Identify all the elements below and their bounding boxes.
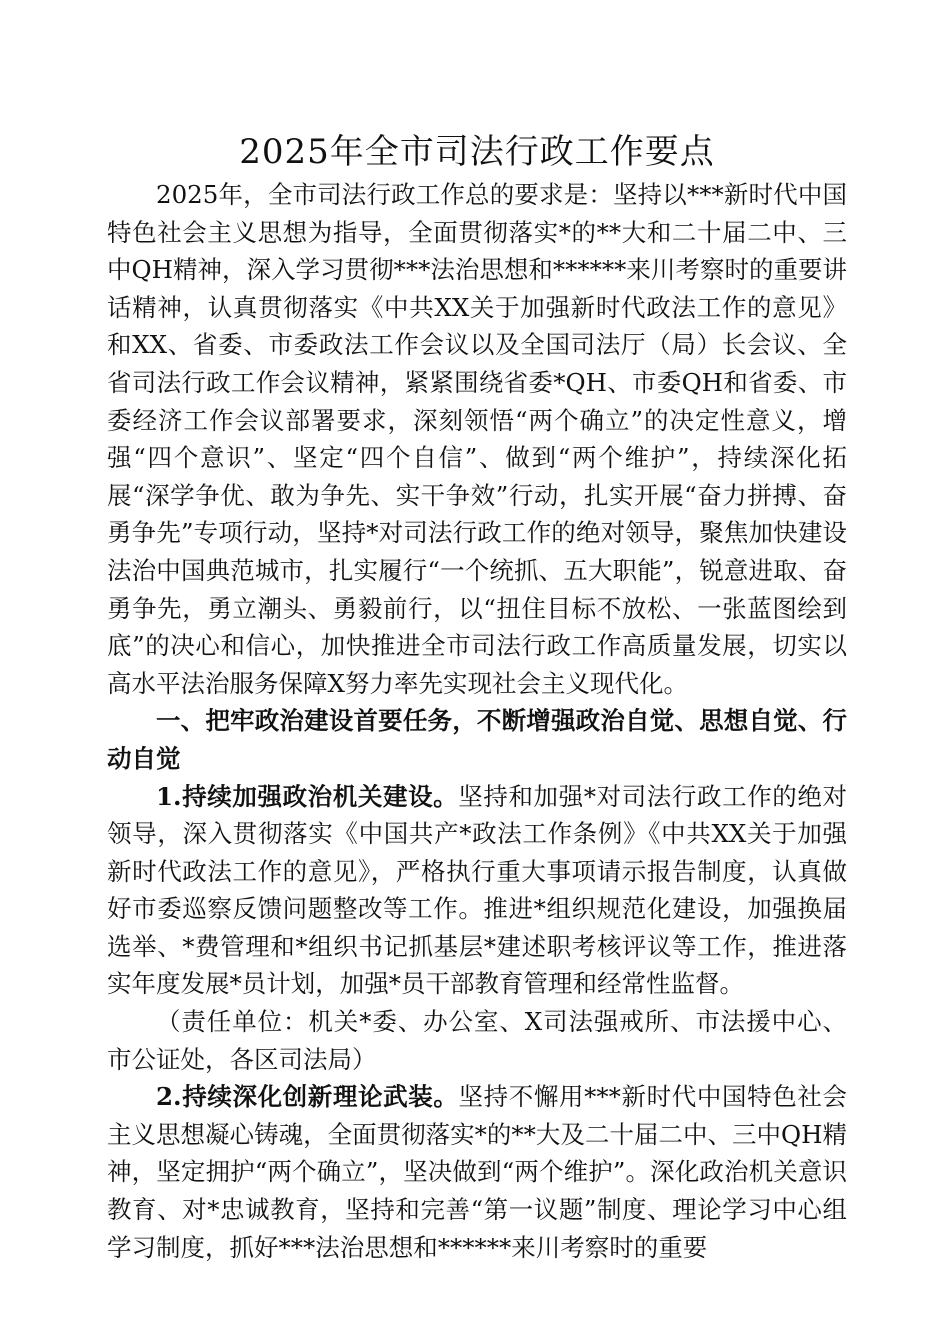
item-2-paragraph [107, 1078, 847, 1266]
document-body [107, 176, 847, 1266]
item-2-text: 坚持不懈用***新时代中国特色社会主义思想凝心铸魂，全面贯彻落实*的**大及二十届二中、三中QH精神，坚定拥护“两个确立”，坚决做到“两个维护”。深化政治机关意识教育、对*忠诚教育，坚持和完善“第一议题”制度、理论学习中心组学习制度，抓好***法治思想和******来川考察时的重要 [107, 1082, 848, 1262]
intro-paragraph: 2025年，全市司法行政工作总的要求是：坚持以***新时代中国特色社会主义思想为指导，全面贯彻落实*的**大和二十届二中、三中QH精神，深入学习贯彻***法治思想和******来川考察时的重要讲话精神，认真贯彻落实《中共XX关于加强新时代政法工作的意见》和XX、省委、市委政法工作会议以及全国司法厅（局）长会议、全省司法行政工作会议精神，紧紧围绕省委*QH、市委QH和省委、市委经济工作会议部署要求，深刻领悟“两个确立”的决定性意义，增强“四个意识”、坚定“四个自信”、做到“两个维护”，持续深化拓展“深学争优、敢为争先、实干争效”行动，扎实开展“奋力拼搏、奋勇争先”专项行动，坚持*对司法行政工作的绝对领导，聚焦加快建设法治中国典范城市，扎实履行“一个统抓、五大职能”，锐意进取、奋勇争先，勇立潮头、勇毅前行，以“扭住目标不放松、一张蓝图绘到底”的决心和信心，加快推进全市司法行政工作高质量发展，切实以高水平法治服务保障X努力率先实现社会主义现代化。 [107, 180, 847, 698]
item-2-lead: 2.持续深化创新理论武装。 [156, 1082, 459, 1112]
document-title: 2025年全市司法行政工作要点 [239, 132, 715, 172]
item-1-lead: 1.持续加强政治机关建设。 [156, 781, 459, 811]
item-1-responsibility: （责任单位：机关*委、办公室、X司法强戒所、市法援中心、市公证处，各区司法局） [107, 1007, 847, 1074]
section-heading-1: 一、把牢政治建设首要任务，不断增强政治自觉、思想自觉、行动自觉 [107, 706, 847, 773]
item-1-text: 坚持和加强*对司法行政工作的绝对领导，深入贯彻落实《中国共产*政法工作条例》《中共XX关于加强新时代政法工作的意见》，严格执行重大事项请示报告制度，认真做好市委巡察反馈问题整改等工作。推进*组织规范化建设，加强换届选举、*费管理和*组织书记抓基层*建述职考核评议等工作，推进落实年度发展*员计划，加强*员干部教育管理和经常性监督。 [107, 781, 847, 999]
item-1-paragraph [107, 778, 847, 1004]
